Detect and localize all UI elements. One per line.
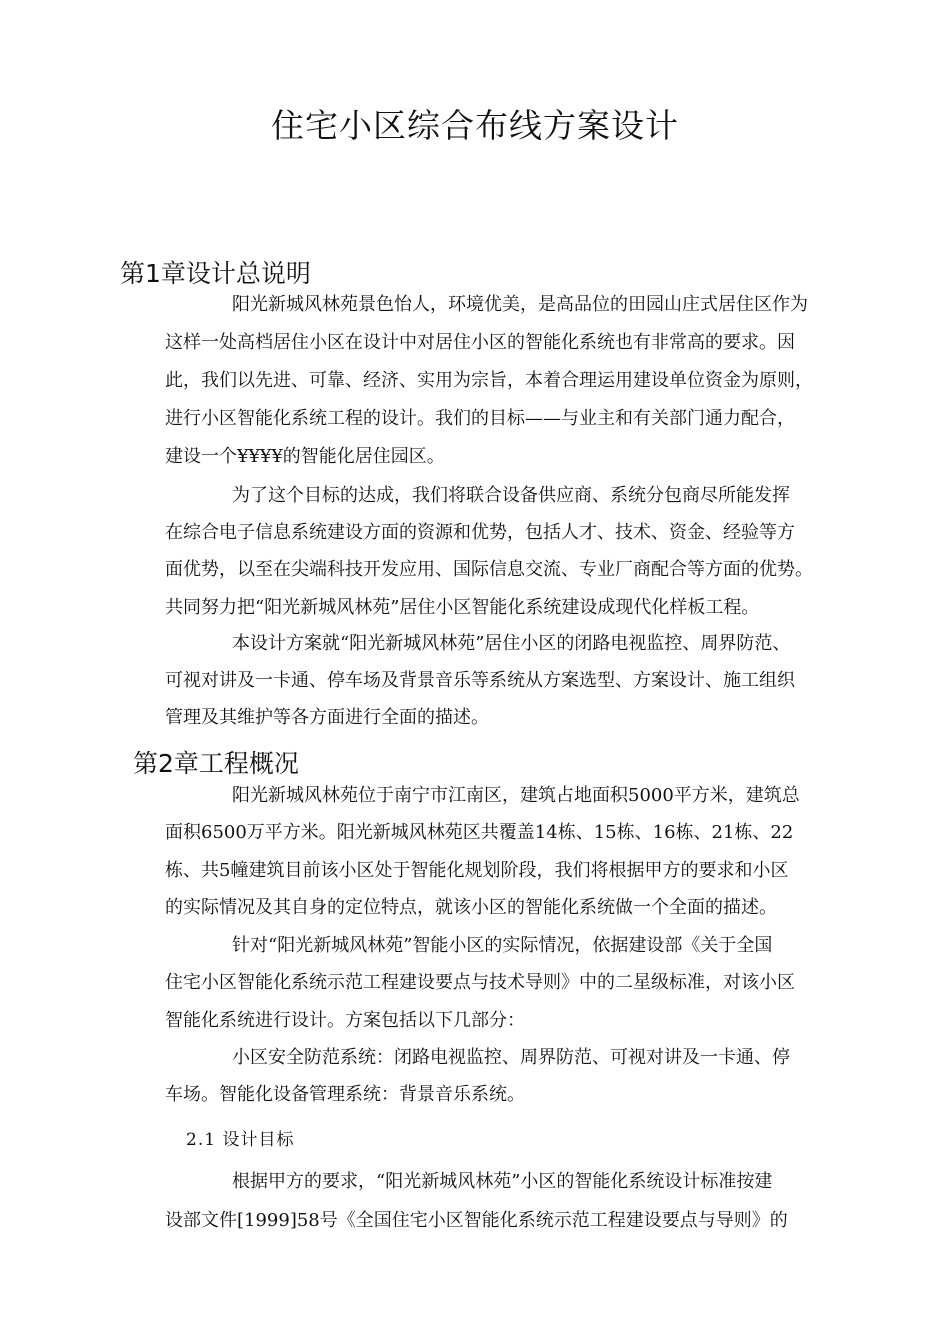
paragraph-line: 建设一个¥¥¥¥的智能化居住园区。 — [165, 446, 445, 467]
paragraph-line: 的实际情况及其自身的定位特点，就该小区的智能化系统做一个全面的描述。 — [165, 897, 777, 918]
paragraph-line: 在综合电子信息系统建设方面的资源和优势，包括人才、技术、资金、经验等方 — [165, 522, 795, 543]
paragraph-line: 针对“阳光新城风林苑”智能小区的实际情况，依据建设部《关于全国 — [232, 935, 773, 956]
paragraph-line: 阳光新城风林苑位于南宁市江南区，建筑占地面积5000平方米，建筑总 — [232, 785, 800, 806]
chapter-1-heading: 第1章设计总说明 — [120, 259, 311, 288]
paragraph-line: 栋、共5幢建筑目前该小区处于智能化规划阶段，我们将根据甲方的要求和小区 — [165, 860, 789, 881]
paragraph-line: 小区安全防范系统：闭路电视监控、周界防范、可视对讲及一卡通、停 — [232, 1047, 790, 1068]
paragraph-line: 本设计方案就“阳光新城风林苑”居住小区的闭路电视监控、周界防范、 — [232, 633, 791, 654]
paragraph-line: 面积6500万平方米。阳光新城风林苑区共覆盖14栋、15栋、16栋、21栋、22 — [165, 822, 794, 843]
paragraph-line: 阳光新城风林苑景色怡人，环境优美，是高品位的田园山庄式居住区作为 — [232, 294, 808, 315]
paragraph-line: 为了这个目标的达成，我们将联合设备供应商、系统分包商尽所能发挥 — [232, 485, 790, 506]
paragraph-line: 共同努力把“阳光新城风林苑”居住小区智能化系统建设成现代化样板工程。 — [165, 597, 760, 618]
document-title: 住宅小区综合布线方案设计 — [271, 106, 679, 145]
section-2-1-heading: 2.1 设计目标 — [186, 1130, 295, 1150]
paragraph-line: 根据甲方的要求，“阳光新城风林苑”小区的智能化系统设计标准按建 — [232, 1171, 773, 1192]
paragraph-line: 可视对讲及一卡通、停车场及背景音乐等系统从方案选型、方案设计、施工组织 — [165, 670, 795, 691]
paragraph-line: 管理及其维护等各方面进行全面的描述。 — [165, 707, 489, 728]
paragraph-line: 设部文件[1999]58号《全国住宅小区智能化系统示范工程建设要点与导则》的 — [165, 1210, 788, 1231]
paragraph-line: 此，我们以先进、可靠、经济、实用为宗旨，本着合理运用建设单位资金为原则， — [165, 370, 813, 391]
chapter-2-heading: 第2章工程概况 — [133, 749, 299, 778]
paragraph-line: 住宅小区智能化系统示范工程建设要点与技术导则》中的二星级标准，对该小区 — [165, 972, 795, 993]
paragraph-line: 智能化系统进行设计。方案包括以下几部分： — [165, 1010, 525, 1031]
paragraph-line: 这样一处高档居住小区在设计中对居住小区的智能化系统也有非常高的要求。因 — [165, 332, 795, 353]
paragraph-line: 车场。智能化设备管理系统：背景音乐系统。 — [165, 1084, 525, 1105]
paragraph-line: 面优势，以至在尖端科技开发应用、国际信息交流、专业厂商配合等方面的优势。 — [165, 559, 813, 580]
paragraph-line: 进行小区智能化系统工程的设计。我们的目标——与业主和有关部门通力配合， — [165, 408, 795, 429]
